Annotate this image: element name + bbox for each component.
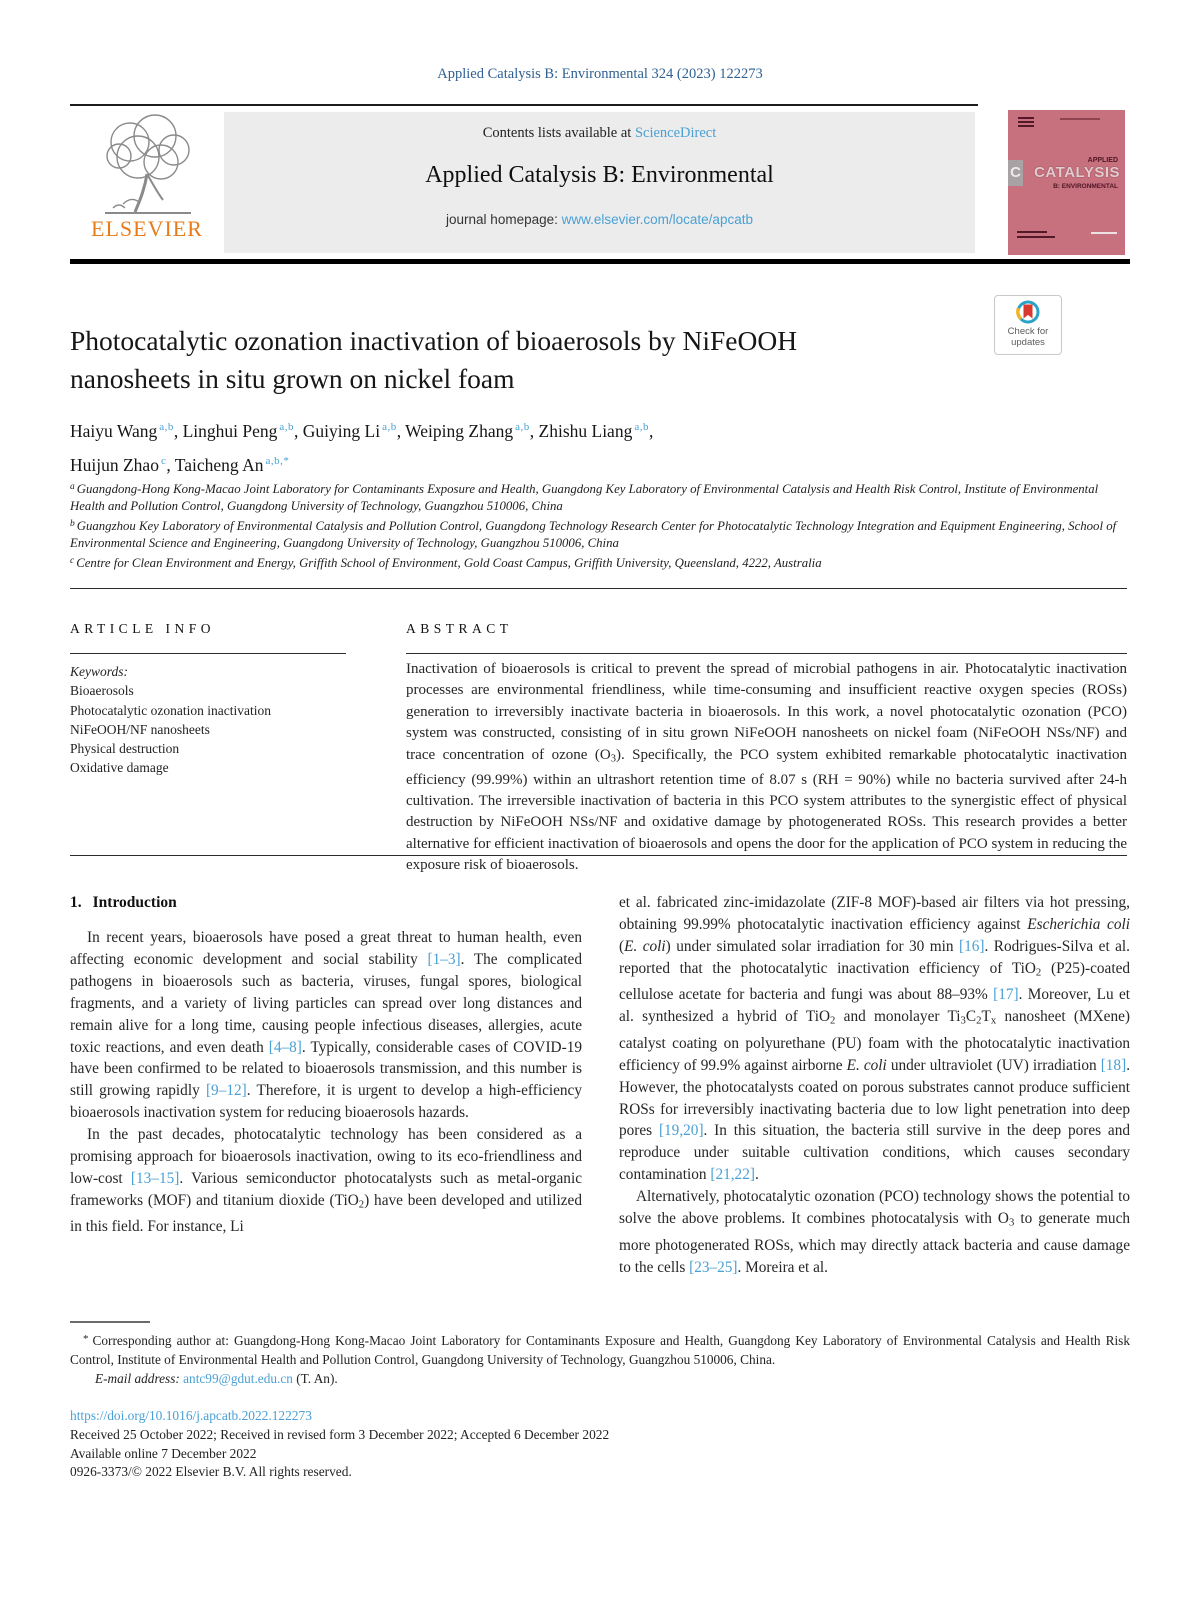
- text-segment: . Therefore, it is urgent to develop a high-efficiency bioaerosols inactivation system for reducing bioaerosols hazards.: [70, 1082, 582, 1122]
- text-segment: 2: [1035, 966, 1042, 979]
- check-for-updates-icon: [995, 299, 1061, 327]
- journal-header-box: [224, 112, 975, 253]
- text-segment: et al. fabricated zinc-imidazolate (ZIF-8 MOF)-based air filters via hot pressing, obtaining 99.99% photocatalytic inactivation efficiency against: [619, 894, 1130, 933]
- article-title-line1: Photocatalytic ozonation inactivation of bioaerosols by NiFeOOH: [70, 325, 798, 356]
- footnote-block: [70, 1330, 1130, 1388]
- abstract-rule: [406, 653, 1127, 654]
- author-affiliation-sup: a,b: [159, 421, 174, 433]
- body-column-right: [619, 892, 1130, 1278]
- text-segment: . In this situation, the bacteria still survive in the deep pores and reproduce under suitable cultivation conditions, which causes secondary contamination: [619, 1122, 1130, 1184]
- check-for-updates-label: Check for updates: [1007, 326, 1049, 348]
- citation-link[interactable]: [18]: [1100, 1056, 1127, 1074]
- text-segment: nanosheet (MXene) catalyst coating on polyurethane (PU) foam with the photocatalytic inactivation efficiency of 99.9% against airborne: [619, 1008, 1130, 1074]
- author-affiliation-sup: a,b: [634, 421, 649, 433]
- author-name: Haiyu Wang $^{a,b}$: [70, 421, 174, 441]
- cover-journal-name: CATALYSIS: [1034, 164, 1120, 181]
- elsevier-wordmark: ELSEVIER: [91, 216, 203, 241]
- citation-link[interactable]: [19,20]: [658, 1122, 704, 1140]
- header-thick-rule: [70, 259, 1130, 264]
- text-segment: . The complicated pathogens in bioaerosols such as bacteria, viruses, fungal spores, biological fragments, and a variety of living particles can spread over long distances and remain alive for a long time, causing people infectious diseases, allergies, acute toxic reactions, and even death: [70, 950, 582, 1056]
- author-list: [70, 412, 653, 480]
- text-segment: 2: [830, 1014, 836, 1027]
- keyword: Oxidative damage: [70, 760, 169, 776]
- article-info-heading: ARTICLE INFO: [70, 621, 216, 636]
- article-info-rule: [70, 653, 346, 654]
- author-affiliation-sup: a,b: [515, 421, 530, 433]
- journal-title: Applied Catalysis B: Environmental: [425, 162, 774, 188]
- journal-reference: Applied Catalysis B: Environmental 324 (2023) 122273: [437, 66, 763, 82]
- citation-link[interactable]: [23–25]: [689, 1258, 738, 1276]
- cover-bottom-text-mark: [1017, 231, 1047, 233]
- journal-homepage-link[interactable]: www.elsevier.com/locate/apcatb: [561, 212, 753, 227]
- text-segment: and monolayer Ti: [835, 1008, 961, 1026]
- affiliation: $^a$ Guangdong-Hong Kong-Macao Joint Laboratory for Contaminants Exposure and Health, Guangdong Key Laboratory of Environmental Catalysis and Health Risk Control, Institute of Environmental Health and Pollution Control, Guangdong University of Technology, Guangzhou 510006, China: [70, 482, 1099, 514]
- body-column-left: [70, 892, 582, 1278]
- divider-rule: [70, 588, 1127, 589]
- received-dates: Received 25 October 2022; Received in revised form 3 December 2022; Accepted 6 December 2022: [70, 1426, 610, 1442]
- cover-issn-mark: [1018, 117, 1034, 127]
- corresponding-author-note: [70, 1330, 1130, 1370]
- keywords-label: Keywords:: [70, 664, 128, 679]
- text-segment: ). Specifically, the PCO system exhibited remarkable photocatalytic inactivation efficiency (99.99%) within an ultrashort retention time of 8.07 s (RH = 90%) while no bacteria survived after 24-h cultivation. The irreversible inactivation of bacteria in this PCO system attributes to the synergistic effect of physical destruction by NiFeOOH NSs/NF and oxidative damage by photogenerated ROSs. This research provides a better alternative for efficient inactivation of bioaerosols and opens the door for the application of PCO system in reducing the exposure risk of bioaerosols.: [406, 746, 1128, 874]
- elsevier-logo[interactable]: [72, 112, 222, 253]
- paragraph: [70, 1124, 582, 1238]
- citation-link[interactable]: [9–12]: [205, 1082, 247, 1100]
- author-line-1: [70, 412, 653, 446]
- journal-cover-thumbnail[interactable]: [1008, 110, 1125, 255]
- author-name: , Taicheng An $^{a,b,*}$: [166, 455, 290, 475]
- text-segment: . However, the photocatalysts coated on porous substrates cannot produce sufficient ROSs for irreversibly inactivating bacteria due to low light penetration into deep pores: [619, 1056, 1131, 1140]
- footnote-text: Corresponding author at: Guangdong-Hong Kong-Macao Joint Laboratory for Contaminants Exposure and Health, Guangdong Key Laboratory of Environmental Catalysis and Health Risk Control, Institute of Environmental Health and Pollution Control, Guangdong University of Technology, Guangzhou 510006, China.: [70, 1333, 1130, 1367]
- text-segment: E. coli: [846, 1056, 887, 1074]
- author-affiliation-sup: a,b: [279, 421, 295, 433]
- keywords-block: [70, 662, 271, 778]
- affiliation: $^c$ Centre for Clean Environment and Energy, Griffith School of Environment, Gold Coast Campus, Griffith University, Queensland, 4222, Australia: [70, 555, 822, 570]
- author-name: , Guiying Li $^{a,b}$: [294, 421, 397, 441]
- citation-link[interactable]: [1–3]: [427, 950, 461, 968]
- email-line: [95, 1370, 1130, 1389]
- text-segment: .: [754, 1166, 759, 1184]
- keyword: Bioaerosols: [70, 683, 134, 699]
- author-corresponding-sup: a,b,*: [265, 455, 290, 467]
- cover-c-logo: C: [1008, 160, 1023, 186]
- text-segment: x: [990, 1014, 997, 1027]
- affiliation: $^b$ Guangzhou Key Laboratory of Environmental Catalysis and Pollution Control, Guangdong Technology Research Center for Photocatalytic Technology Integration and Equipment Engineering, School of Environmental Science and Engineering, Guangdong University of Technology, Guangzhou 510006, China: [70, 518, 1117, 551]
- text-segment: Escherichia coli: [1027, 915, 1130, 933]
- author-name: Huijun Zhao $^c$: [70, 455, 167, 475]
- header-top-rule: [70, 104, 978, 106]
- keyword: Photocatalytic ozonation inactivation: [70, 702, 271, 718]
- keyword: NiFeOOH/NF nanosheets: [70, 721, 210, 737]
- keyword: Physical destruction: [70, 741, 180, 757]
- cover-top-line: [1060, 118, 1100, 120]
- section-number: 1.: [70, 894, 82, 911]
- homepage-line: [224, 212, 975, 227]
- abstract-heading: ABSTRACT: [406, 621, 513, 636]
- paragraph: [619, 892, 1130, 1186]
- author-name: , Weiping Zhang $^{a,b}$: [396, 421, 530, 441]
- footnote-star: *: [83, 1333, 89, 1345]
- available-online: Available online 7 December 2022: [70, 1445, 257, 1461]
- cover-bottom-right-mark: [1091, 232, 1117, 234]
- doi-link[interactable]: https://doi.org/10.1016/j.apcatb.2022.122273: [70, 1408, 312, 1423]
- text-segment: ) under simulated solar irradiation for 30 min: [665, 937, 960, 955]
- text-segment: under ultraviolet (UV) irradiation: [886, 1056, 1101, 1074]
- text-segment: In recent years, bioaerosols have posed a great threat to human health, even affecting economic development and social stability: [70, 929, 582, 968]
- author-line-2: [70, 446, 653, 480]
- author-affiliation-sup: a,b: [382, 421, 397, 433]
- publication-info: [70, 1407, 1130, 1482]
- author-line-tail: ,: [648, 421, 654, 441]
- contents-line: [224, 112, 975, 142]
- text-segment: 3: [1008, 1216, 1015, 1229]
- text-segment: T: [981, 1008, 991, 1026]
- citation-link[interactable]: [21,22]: [710, 1166, 755, 1184]
- citation-link[interactable]: [16]: [959, 937, 985, 955]
- text-segment: . Various semiconductor photocatalysts such as metal-organic frameworks (MOF) and titanium dioxide (TiO: [70, 1169, 582, 1209]
- contents-prefix: Contents lists available at: [482, 125, 635, 141]
- cover-subtitle: B: ENVIRONMENTAL: [1053, 183, 1118, 190]
- text-segment: C: [965, 1008, 977, 1026]
- copyright-line: 0926-3373/© 2022 Elsevier B.V. All rights reserved.: [70, 1464, 352, 1480]
- article-title: [70, 322, 970, 397]
- elsevier-tree-icon: [72, 112, 222, 220]
- abstract-text: [406, 659, 1127, 877]
- body-columns: [70, 892, 1130, 1278]
- footnote-rule: [70, 1321, 150, 1323]
- email-link[interactable]: antc99@gdut.edu.cn: [183, 1370, 293, 1386]
- citation-link[interactable]: [13–15]: [130, 1169, 180, 1187]
- citation-link[interactable]: [4–8]: [268, 1038, 302, 1056]
- sciencedirect-link[interactable]: ScienceDirect: [634, 125, 717, 141]
- text-segment: Alternatively, photocatalytic ozonation (PCO) technology shows the potential to solve the above problems. It combines photocatalysis with O: [619, 1188, 1130, 1228]
- homepage-prefix: journal homepage:: [446, 212, 562, 227]
- paragraph: [619, 1186, 1130, 1278]
- cover-bottom-text-mark: [1017, 236, 1055, 238]
- citation-link[interactable]: [17]: [993, 986, 1019, 1004]
- text-segment: ) have been developed and utilized in this field. For instance, Li: [70, 1191, 582, 1236]
- abstract-bottom-rule: [70, 855, 1127, 856]
- article-title-line2: nanosheets in situ grown on nickel foam: [70, 362, 515, 394]
- paragraph: [70, 927, 582, 1124]
- text-segment: 3: [960, 1014, 966, 1027]
- text-segment: . Moreira et al.: [737, 1258, 828, 1276]
- text-segment: . Moreover, Lu et al. synthesized a hybrid of TiO: [619, 986, 1131, 1026]
- text-segment: (T. An).: [292, 1370, 338, 1386]
- author-name: , Zhishu Liang $^{a,b}$: [529, 421, 649, 441]
- text-segment: Inactivation of bioaerosols is critical to prevent the spread of microbial pathogens in air. Photocatalytic inactivation processes are environmental friendliness, while time-consuming and insufficient reactive oxygen species (ROSs) generation to irreversibly inactivate bacteria in bioaerosols. In this work, a novel photocatalytic ozonation (PCO) system was constructed, consisting of in situ grown NiFeOOH nanosheets on nickel foam (NiFeOOH NSs/NF) and trace concentration of ozone (O: [406, 661, 1127, 763]
- text-segment: . Typically, considerable cases of COVID-19 have been confirmed to be related to bioaerosols transmission, and this number is still growing rapidly: [70, 1038, 582, 1100]
- section-heading-introduction: [70, 894, 582, 912]
- text-segment: . Rodrigues-Silva et al. reported that the photocatalytic inactivation efficiency of TiO: [619, 937, 1131, 977]
- text-segment: 3: [610, 753, 616, 765]
- cover-applied-label: APPLIED: [1087, 157, 1118, 164]
- check-for-updates-badge[interactable]: [994, 295, 1062, 355]
- text-segment: E. coli: [624, 937, 666, 955]
- text-segment: E-mail address:: [95, 1370, 180, 1386]
- text-segment: In the past decades, photocatalytic technology has been considered as a promising approach for bioaerosols inactivation, owing to its eco-friendliness and low-cost: [70, 1126, 582, 1187]
- author-name: , Linghui Peng $^{a,b}$: [173, 421, 295, 441]
- text-segment: to generate much more photogenerated ROSs, which may directly attack bacteria and cause damage to the cells: [619, 1210, 1131, 1276]
- text-segment: (: [619, 937, 625, 955]
- text-segment: 2: [976, 1014, 982, 1027]
- section-title: Introduction: [92, 894, 177, 911]
- text-segment: 2: [358, 1198, 365, 1211]
- affiliation-list: [70, 479, 1130, 572]
- author-affiliation-sup: c: [160, 455, 167, 467]
- text-segment: (P25)-coated cellulose acetate for bacteria and fungi was about 88–93%: [619, 959, 1131, 1004]
